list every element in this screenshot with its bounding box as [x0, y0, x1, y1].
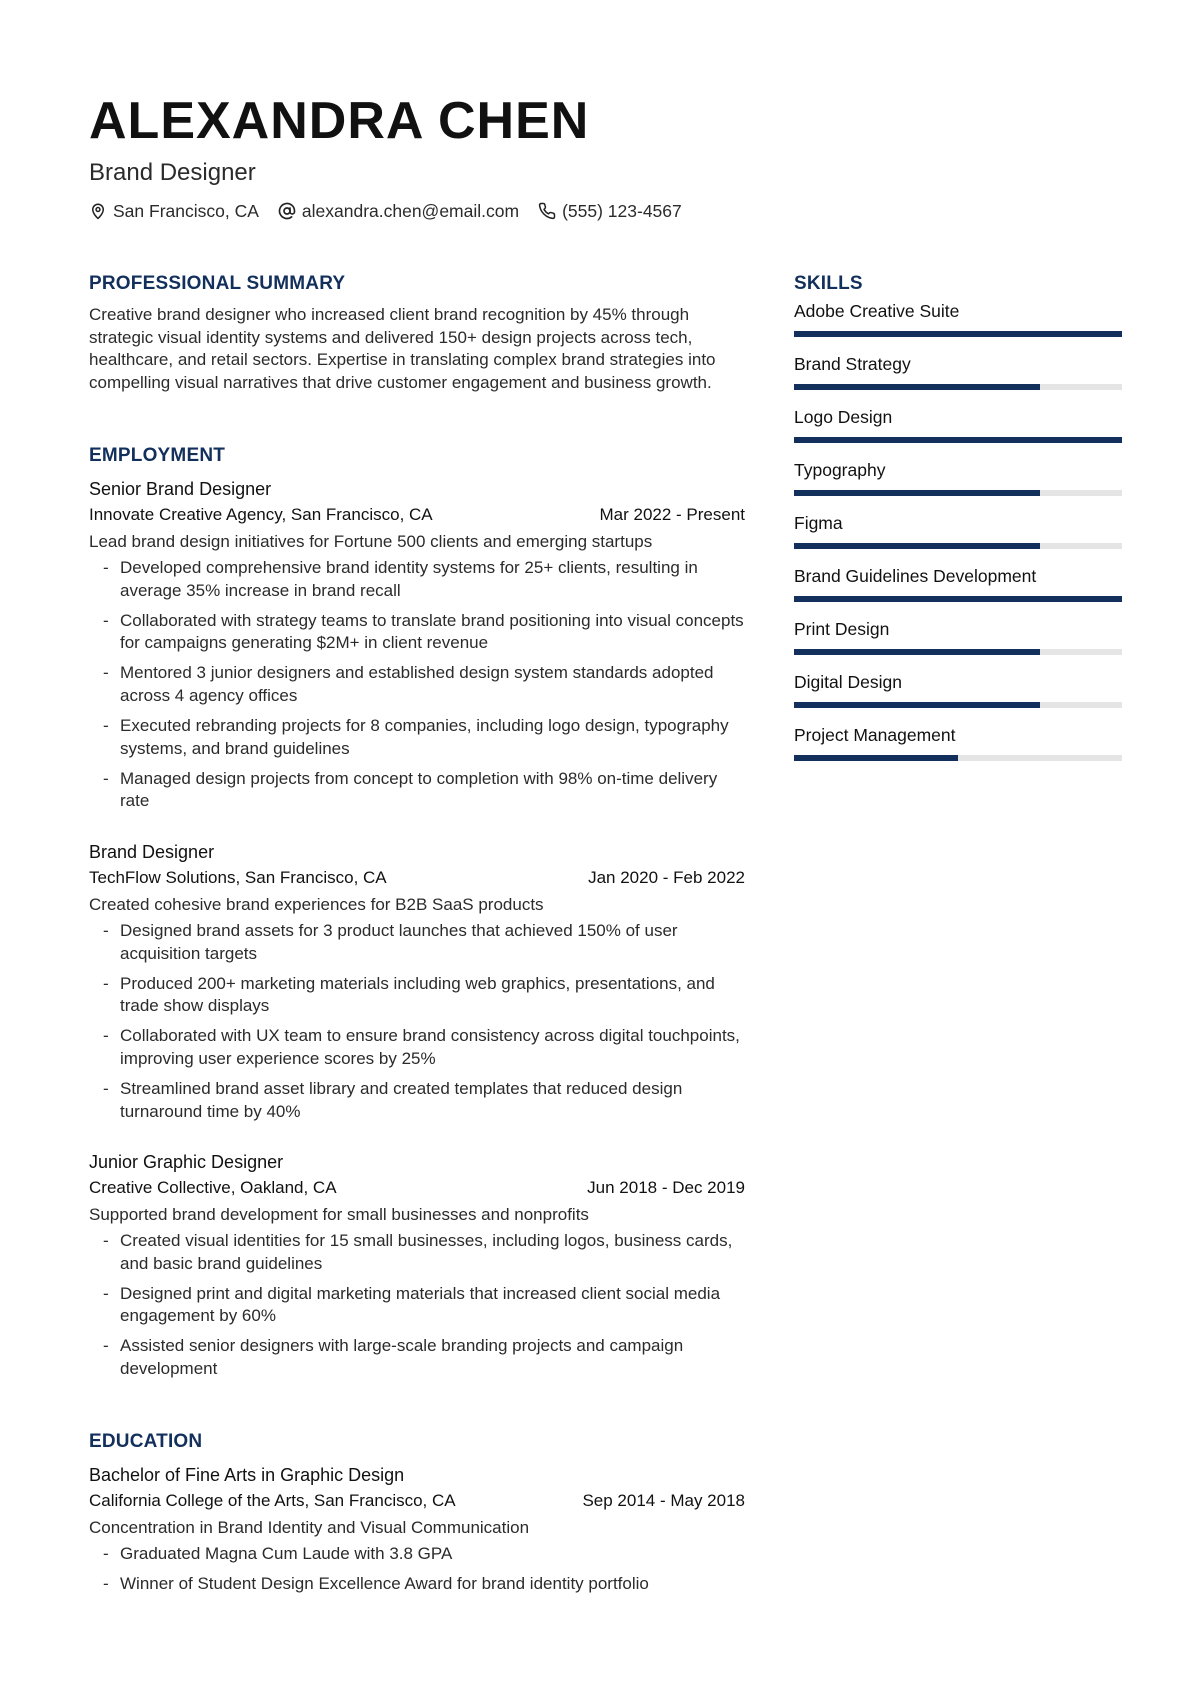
- skill-item: [794, 406, 1122, 459]
- skill-level-bar: [794, 384, 1122, 390]
- skill-label: Figma: [794, 513, 843, 533]
- job-description: Lead brand design initiatives for Fortune 500 clients and emerging startups: [89, 532, 653, 551]
- skill-level-bar: [794, 596, 1122, 602]
- bullet-item: - Assisted senior designers with large-scale branding projects and campaign development: [103, 1336, 684, 1378]
- job-organization: Innovate Creative Agency, San Francisco, CA: [89, 505, 433, 524]
- skill-level-fill: [794, 331, 1122, 337]
- skill-label: Brand Guidelines Development: [794, 566, 1037, 586]
- at-sign-icon: [278, 202, 296, 220]
- skill-item: [794, 565, 1122, 618]
- skill-level-bar: [794, 649, 1122, 655]
- job-bullets: [89, 1230, 745, 1381]
- skill-item: [794, 618, 1122, 671]
- skill-level-fill: [794, 755, 958, 761]
- job-dates: Jan 2020 - Feb 2022: [588, 868, 745, 887]
- skill-level-bar: [794, 331, 1122, 337]
- skill-item: [794, 512, 1122, 565]
- job-org-row: [89, 504, 745, 531]
- contact-location-text: San Francisco, CA: [113, 201, 259, 221]
- job-dates: Mar 2022 - Present: [599, 505, 745, 524]
- skill-item: [794, 671, 1122, 724]
- education-heading: EDUCATION: [89, 1431, 203, 1452]
- contact-email[interactable]: [278, 199, 519, 223]
- skill-level-fill: [794, 596, 1122, 602]
- skill-level-fill: [794, 702, 1040, 708]
- job-org-row: [89, 867, 745, 894]
- job-title: Brand Designer: [89, 842, 215, 862]
- bullet-item: - Winner of Student Design Excellence Award for brand identity portfolio: [103, 1574, 649, 1594]
- skill-level-fill: [794, 437, 1122, 443]
- skill-level-bar: [794, 755, 1122, 761]
- job-organization: TechFlow Solutions, San Francisco, CA: [89, 868, 387, 887]
- skill-label: Adobe Creative Suite: [794, 301, 960, 321]
- job-entry: [89, 840, 745, 1131]
- skill-level-bar: [794, 490, 1122, 496]
- job-description: Supported brand development for small businesses and nonprofits: [89, 1205, 589, 1224]
- job-dates: Jun 2018 - Dec 2019: [587, 1178, 745, 1197]
- skill-label: Print Design: [794, 619, 890, 639]
- bullet-item: - Collaborated with UX team to ensure brand consistency across digital touchpoints, improving user experience scores by 25%: [103, 1026, 740, 1068]
- job-bullets: [89, 920, 745, 1123]
- bullet-item: - Managed design projects from concept to completion with 98% on-time delivery rate: [103, 768, 718, 811]
- skill-level-fill: [794, 490, 1040, 496]
- school-row: [89, 1490, 745, 1517]
- phone-icon: [538, 202, 556, 220]
- candidate-name: ALEXANDRA CHEN: [89, 92, 590, 150]
- skill-label: Project Management: [794, 725, 956, 745]
- skill-label: Logo Design: [794, 407, 893, 427]
- contact-bar: [89, 199, 701, 223]
- skill-level-bar: [794, 543, 1122, 549]
- contact-email-text[interactable]: alexandra.chen@email.com: [301, 201, 520, 221]
- summary-heading: PROFESSIONAL SUMMARY: [89, 273, 346, 294]
- bullet-item: - Streamlined brand asset library and created templates that reduced design turnaround time by 40%: [103, 1079, 683, 1121]
- skill-level-bar: [794, 702, 1122, 708]
- skills-list: [794, 300, 1122, 777]
- skill-item: [794, 300, 1122, 353]
- candidate-role: Brand Designer: [89, 159, 256, 186]
- education-description: Concentration in Brand Identity and Visual Communication: [89, 1518, 530, 1537]
- education-dates: Sep 2014 - May 2018: [582, 1491, 745, 1510]
- bullet-item: - Designed brand assets for 3 product launches that achieved 150% of user acquisition targets: [103, 921, 678, 963]
- location-pin-icon: [89, 202, 107, 220]
- bullet-item: - Created visual identities for 15 small businesses, including logos, business cards, and basic brand guidelines: [103, 1231, 733, 1273]
- skill-item: [794, 724, 1122, 777]
- skill-item: [794, 353, 1122, 406]
- skills-heading: SKILLS: [794, 273, 863, 294]
- employment-heading: EMPLOYMENT: [89, 445, 226, 466]
- bullet-item: - Graduated Magna Cum Laude with 3.8 GPA: [103, 1544, 453, 1563]
- bullet-item: - Produced 200+ marketing materials including web graphics, presentations, and trade show displays: [103, 973, 715, 1016]
- degree-title: Bachelor of Fine Arts in Graphic Design: [89, 1465, 405, 1485]
- contact-location: [89, 199, 259, 223]
- school-name: California College of the Arts, San Francisco, CA: [89, 1491, 456, 1510]
- skill-level-fill: [794, 384, 1040, 390]
- job-bullets: [89, 557, 745, 813]
- bullet-item: - Developed comprehensive brand identity systems for 25+ clients, resulting in average 35% increase in brand recall: [103, 558, 698, 600]
- bullet-item: - Executed rebranding projects for 8 companies, including logo design, typography systems, and brand guidelines: [103, 716, 729, 758]
- skill-label: Brand Strategy: [794, 354, 911, 374]
- job-entry: [89, 1150, 745, 1388]
- job-title: Senior Brand Designer: [89, 479, 272, 499]
- skill-item: [794, 459, 1122, 512]
- job-entry: [89, 477, 745, 820]
- bullet-item: - Designed print and digital marketing materials that increased client social media engagement by 60%: [103, 1283, 721, 1326]
- skill-level-fill: [794, 649, 1040, 655]
- job-title: Junior Graphic Designer: [89, 1152, 284, 1172]
- job-description: Created cohesive brand experiences for B2B SaaS products: [89, 895, 544, 914]
- job-organization: Creative Collective, Oakland, CA: [89, 1178, 337, 1197]
- skill-label: Typography: [794, 460, 886, 480]
- bullet-item: - Collaborated with strategy teams to translate brand positioning into visual concepts for campaigns generating $2M+ in client revenue: [103, 610, 744, 653]
- education-bullets: [89, 1543, 745, 1596]
- skill-label: Digital Design: [794, 672, 902, 692]
- skill-level-bar: [794, 437, 1122, 443]
- skill-level-fill: [794, 543, 1040, 549]
- education-entry: [89, 1463, 745, 1603]
- summary-text: Creative brand designer who increased client brand recognition by 45% through strategic visual identity systems and delivered 150+ design projects across tech, healthcare, and retail sectors. Expertise in translating complex brand strategies into compelling visual narratives that drive customer engagement and business growth.: [89, 305, 716, 392]
- job-org-row: [89, 1177, 745, 1204]
- bullet-item: - Mentored 3 junior designers and established design system standards adopted across 4 agency offices: [103, 663, 714, 705]
- contact-phone-text[interactable]: (555) 123-4567: [562, 201, 682, 221]
- contact-phone[interactable]: [538, 199, 682, 223]
